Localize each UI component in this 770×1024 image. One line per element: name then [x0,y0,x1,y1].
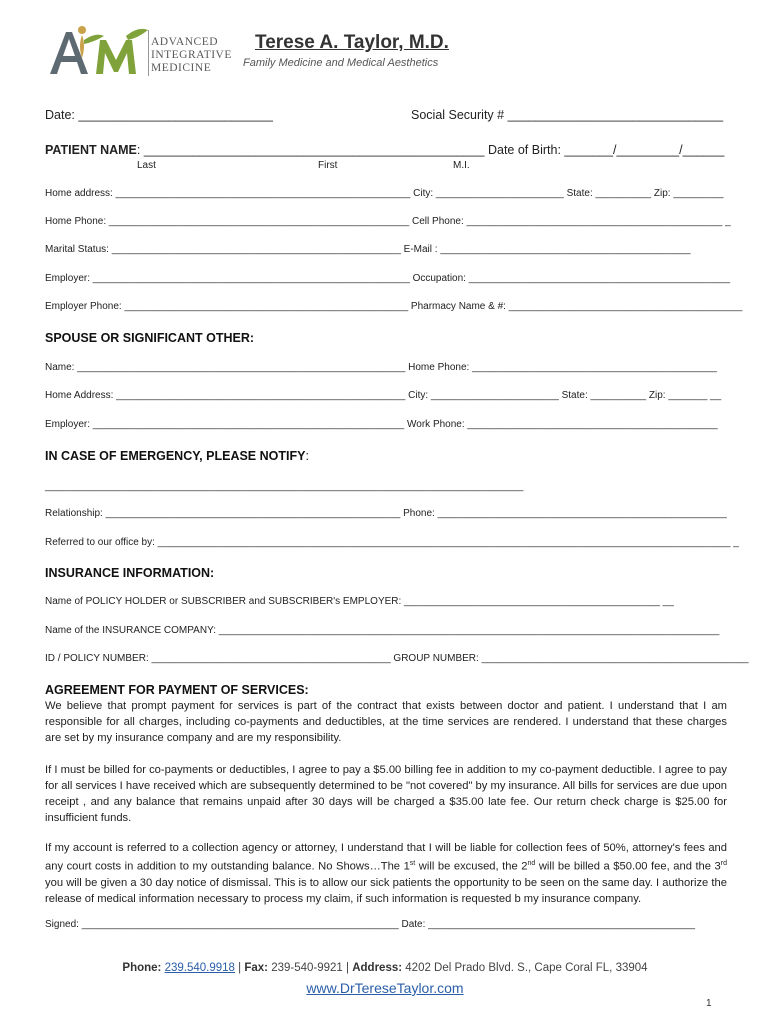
label-mi: M.I. [453,160,470,171]
separator-2: | [342,962,353,974]
spouse-name-field[interactable]: Name: ___________________________________________________________ Home Phone: ____________________________________________ [45,362,717,373]
employer-phone-field[interactable]: Employer Phone: ___________________________________________________ Pharmacy Name & #: __________________________________________ [45,301,743,312]
fax-label: Fax: [244,962,269,974]
insurance-heading: INSURANCE INFORMATION: [45,566,215,580]
doctor-name: Terese A. Taylor, M.D. [255,32,449,53]
signature-field[interactable]: Signed: _________________________________________________________ Date: ________________________________________________ [45,919,696,930]
emergency-heading-text: IN CASE OF EMERGENCY, PLEASE NOTIFY [45,449,306,463]
relationship-field[interactable]: Relationship: _____________________________________________________ Phone: ____________________________________________________ [45,508,727,519]
spouse-address-field[interactable]: Home Address: ____________________________________________________ City: _______________________ State: __________ Zip: _______ __ [45,390,722,401]
address-label: Address: [352,962,403,974]
home-phone-field[interactable]: Home Phone: ______________________________________________________ Cell Phone: ______________________________________________ _ [45,216,731,227]
insurance-company-field[interactable]: Name of the INSURANCE COMPANY: __________________________________________________________________________________________ [45,625,720,636]
separator-1: | [234,962,245,974]
footer-contact [0,962,770,974]
logo-line-3: MEDICINE [151,62,212,74]
patient-name-row[interactable] [45,143,724,157]
patient-name-label: PATIENT NAME [45,143,137,157]
logo-wordmark [151,36,232,75]
paragraph-3-part-a: If my account is referred to a collection agency or attorney, I understand that I will be liable for collection fees of 50%, attorney's fees and any court costs in addition to my outstanding balance. No Shows…The 1 [45,842,727,873]
logo-line-1: ADVANCED [151,36,219,48]
sup-rd: rd [720,860,727,867]
phone-link[interactable]: 239.540.9918 [164,962,235,974]
address-text: 4202 Del Prado Blvd. S., Cape Coral FL, 33904 [402,962,648,974]
policy-number-field[interactable]: ID / POLICY NUMBER: ___________________________________________ GROUP NUMBER: ________________________________________________ [45,653,749,664]
logo-divider [148,30,149,76]
spouse-heading: SPOUSE OR SIGNIFICANT OTHER: [45,331,255,345]
sup-nd: nd [527,860,536,867]
paragraph-3-part-b: will be excused, the 2 [415,860,528,873]
website-link[interactable]: www.DrTereseTaylor.com [306,980,464,996]
agreement-paragraph-3 [45,840,727,907]
policy-holder-field[interactable]: Name of POLICY HOLDER or SUBSCRIBER and SUBSCRIBER's EMPLOYER: ______________________________________________ __ [45,596,674,607]
practice-subtitle: Family Medicine and Medical Aesthetics [243,57,439,69]
paragraph-3-part-c: will be billed a $50.00 fee, and the 3 [535,860,721,873]
marital-status-field[interactable]: Marital Status: ____________________________________________________ E-Mail : _____________________________________________ [45,244,691,255]
fax-number: 239-540-9921 [268,962,343,974]
emergency-name-field[interactable]: ______________________________________________________________________________________ [45,481,524,492]
label-first: First [318,160,338,171]
referred-by-field[interactable]: Referred to our office by: _______________________________________________________________________________________________________ _ [45,537,739,548]
ssn-field[interactable]: Social Security # _______________________________ [411,108,724,122]
logo-line-2: INTEGRATIVE [151,49,232,61]
date-field[interactable]: Date: ____________________________ [45,108,274,122]
spouse-employer-field[interactable]: Employer: ________________________________________________________ Work Phone: _____________________________________________ [45,419,718,430]
agreement-heading: AGREEMENT FOR PAYMENT OF SERVICES: [45,683,309,697]
label-last: Last [137,160,156,171]
home-address-field[interactable]: Home address: _____________________________________________________ City: _______________________ State: __________ Zip: _________ [45,188,724,199]
agreement-paragraph-2: If I must be billed for co-payments or deductibles, I agree to pay a $5.00 billing fee in addition to my co-payment deductible. I agree to pay for all services I have received which are subsequently determined to be "not covered" by my insurance. All bills for services are due upon receipt , and any balance that remains unpaid after 30 days will be charged a $35.00 late fee. Our return check charge is $25.00 for insufficient funds. [45,764,727,824]
paragraph-3-part-d: you will be given a 30 day notice of dismissal. This is to allow our sick patients the opportunity to be seen on the same day. I authorize the release of medical information necessary to process my claim, if such information is requested b my insurance company. [45,876,727,905]
patient-name-input[interactable]: : _________________________________________________ Date of Birth: _______/_________/______ [136,143,725,157]
phone-label: Phone: [122,962,162,974]
employer-field[interactable]: Employer: _________________________________________________________ Occupation: _______________________________________________ [45,273,731,284]
page-number: 1 [706,998,712,1009]
logo-graphic [44,22,154,80]
emergency-heading [45,449,309,463]
emergency-heading-colon: : [305,449,309,463]
agreement-paragraph-1: We believe that prompt payment for services is part of the contract that exists between doctor and patient. I understand that I am responsible for all charges, including co-payments and deductibles, at the time services are rendered. I understand that these charges are set by my insurance company and are my responsibility. [45,700,727,744]
sup-st: st [409,860,416,867]
